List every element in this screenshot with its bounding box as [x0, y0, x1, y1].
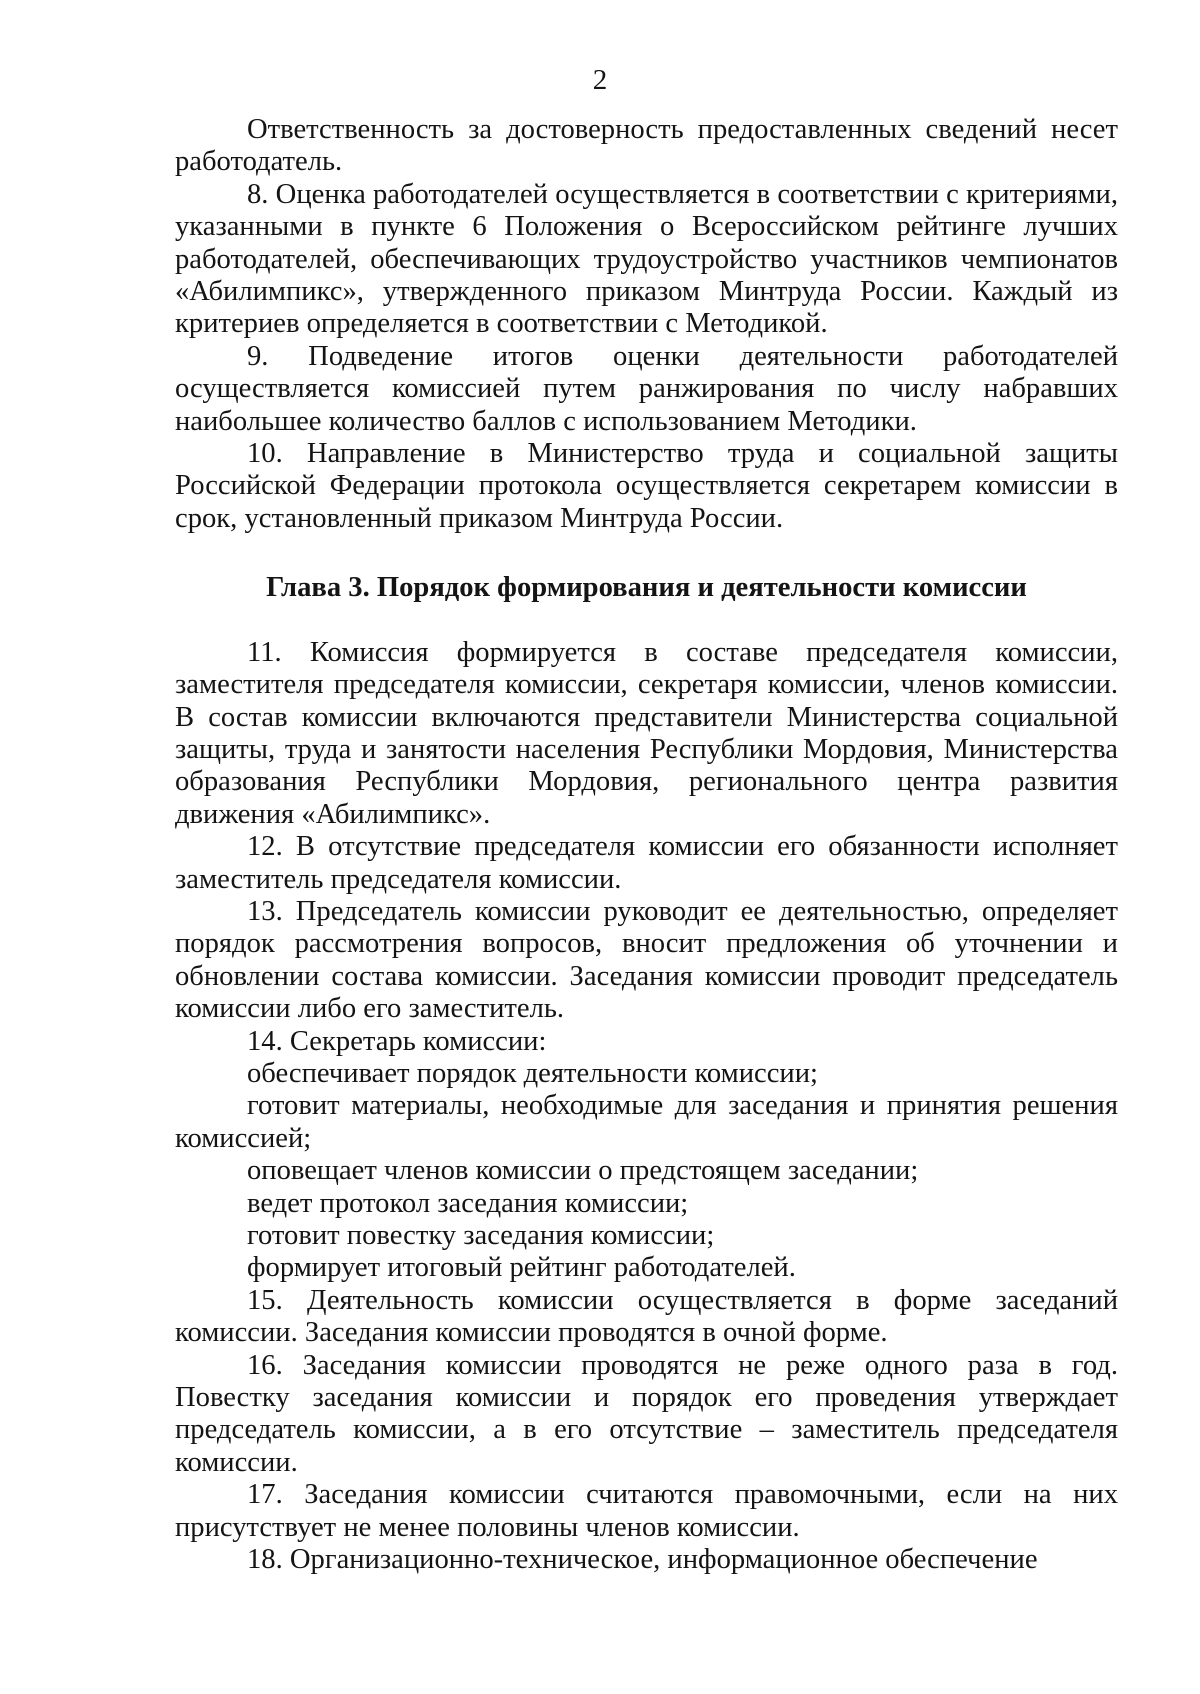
page-number: 2: [592, 64, 608, 96]
paragraph-item-11: 11. Комиссия формируется в составе председателя комиссии, заместителя председателя комиссии, секретаря комиссии, членов комиссии. В состав комиссии включаются представители Министерства социальной защиты, труда и занятости населения Республики Мордовия, Министерства образования Республики Мордовия, регионального центра развития движения «Абилимпикс».: [175, 636, 1118, 830]
paragraph-item-17: 17. Заседания комиссии считаются правомочными, если на них присутствует не менее половины членов комиссии.: [175, 1479, 1118, 1543]
paragraph-item-15: 15. Деятельность комиссии осуществляется в форме заседаний комиссии. Заседания комиссии проводятся в очной форме.: [175, 1284, 1118, 1349]
paragraph-item-8: 8. Оценка работодателей осуществляется в соответствии с критериями, указанными в пункте 6 Положения о Всероссийском рейтинге лучших работодателей, обеспечивающих трудоустройство участников чемпионатов «Абилимпикс», утвержденного приказом Минтруда России. Каждый из критериев определяется в соответствии с Методикой.: [175, 178, 1118, 340]
paragraph-item-16: 16. Заседания комиссии проводятся не реже одного раза в год. Повестку заседания комиссии и порядок его проведения утверждает председатель комиссии, а в его отсутствие – заместитель председателя комиссии.: [175, 1349, 1118, 1478]
document-body: [175, 114, 1118, 1576]
paragraph-secretary-duty-6: формирует итоговый рейтинг работодателей.: [247, 1252, 796, 1284]
paragraph-secretary-duty-3: оповещает членов комиссии о предстоящем заседании;: [247, 1155, 919, 1187]
paragraph-secretary-duty-4: ведет протокол заседания комиссии;: [247, 1187, 689, 1219]
paragraph-secretary-duty-2: готовит материалы, необходимые для заседания и принятия решения комиссией;: [175, 1090, 1118, 1154]
paragraph-item-13: 13. Председатель комиссии руководит ее деятельностью, определяет порядок рассмотрения вопросов, вносит предложения об уточнении и обновлении состава комиссии. Заседания комиссии проводит председатель комиссии либо его заместитель.: [175, 895, 1118, 1025]
paragraph-item-10: 10. Направление в Министерство труда и социальной защиты Российской Федерации протокола осуществляется секретарем комиссии в срок, установленный приказом Минтруда России.: [175, 438, 1118, 534]
chapter-heading: Глава 3. Порядок формирования и деятельности комиссии: [266, 572, 1027, 604]
paragraph-item-9: 9. Подведение итогов оценки деятельности работодателей осуществляется комиссией путем ранжирования по числу набравших наибольшее количество баллов с использованием Методики.: [175, 340, 1118, 437]
paragraph-item-12: 12. В отсутствие председателя комиссии его обязанности исполняет заместитель председателя комиссии.: [175, 831, 1118, 895]
paragraph-secretary-duty-1: обеспечивает порядок деятельности комиссии;: [247, 1057, 818, 1089]
paragraph-item-14: 14. Секретарь комиссии:: [247, 1025, 547, 1057]
paragraph-item-18: 18. Организационно-техническое, информационное обеспечение: [247, 1544, 1038, 1576]
paragraph-responsibility: Ответственность за достоверность предоставленных сведений несет работодатель.: [175, 114, 1118, 178]
paragraph-secretary-duty-5: готовит повестку заседания комиссии;: [247, 1220, 715, 1251]
